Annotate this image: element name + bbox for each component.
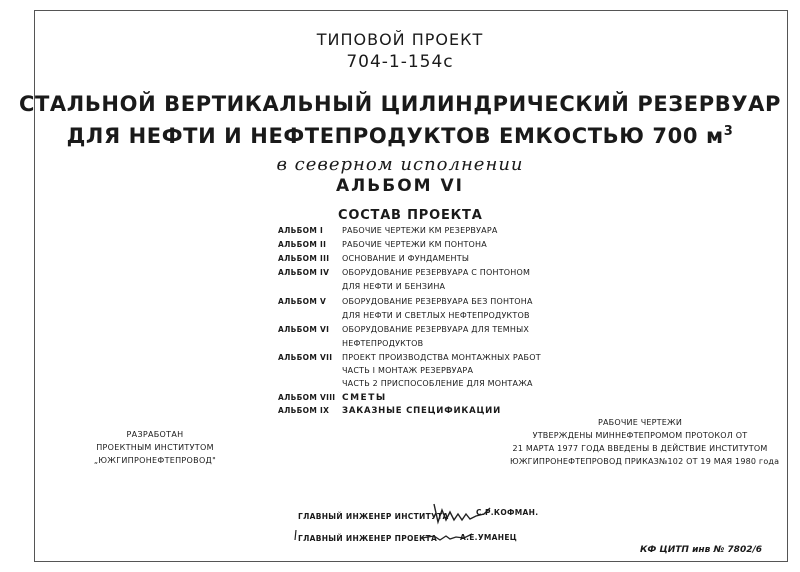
title-line-2: [0, 124, 800, 148]
album-label: АЛЬБОМ IV: [278, 268, 330, 277]
composition-row: [0, 393, 800, 407]
title-line-2-text: ДЛЯ НЕФТИ И НЕФТЕПРОДУКТОВ ЕМКОСТЬЮ 700 м: [66, 124, 724, 148]
composition-row: [0, 379, 800, 393]
album-label: АЛЬБОМ V: [278, 297, 327, 306]
composition-row: [0, 297, 800, 311]
album-label: АЛЬБОМ IX: [278, 406, 330, 415]
album-label: АЛЬБОМ VII: [278, 353, 333, 362]
composition-title: СОСТАВ ПРОЕКТА: [338, 208, 483, 223]
album-description: ЗАКАЗНЫЕ СПЕЦИФИКАЦИИ: [342, 406, 502, 416]
album-label: АЛЬБОМ VIII: [278, 393, 336, 402]
album-description: ОБОРУДОВАНИЕ РЕЗЕРВУАРА С ПОНТОНОМ: [342, 268, 531, 277]
approval-line-3: 21 МАРТА 1977 ГОДА ВВЕДЕНЫ В ДЕЙСТВИЕ ИНСТИТУТОМ: [512, 444, 768, 453]
album-label: АЛЬБОМ VI: [278, 325, 330, 334]
album-description: РАБОЧИЕ ЧЕРТЕЖИ КМ РЕЗЕРВУАРА: [342, 226, 498, 235]
album-description: НЕФТЕПРОДУКТОВ: [342, 339, 424, 348]
project-code: 704-1-154с: [346, 52, 454, 72]
chief-engineer-institute-name: С.Р.КОФМАН.: [476, 508, 539, 517]
album-description: ПРОЕКТ ПРОИЗВОДСТВА МОНТАЖНЫХ РАБОТ: [342, 353, 541, 362]
chief-engineer-institute-label: ГЛАВНЫЙ ИНЖЕНЕР ИНСТИТУТА: [298, 512, 449, 521]
composition-row: [0, 254, 800, 268]
title-line-1: СТАЛЬНОЙ ВЕРТИКАЛЬНЫЙ ЦИЛИНДРИЧЕСКИЙ РЕЗЕРВУАР: [19, 92, 781, 116]
album-label: АЛЬБОМ II: [278, 240, 327, 249]
typical-project-label: ТИПОВОЙ ПРОЕКТ: [316, 30, 484, 49]
composition-row: [0, 226, 800, 240]
approval-line-4: ЮЖГИПРОНЕФТЕПРОВОД ПРИКАЗ№102 ОТ 19 МАЯ 1980 года: [510, 457, 780, 466]
album-description: ОСНОВАНИЕ И ФУНДАМЕНТЫ: [342, 254, 470, 263]
album-description: ДЛЯ НЕФТИ И БЕНЗИНА: [342, 282, 446, 291]
album-label: АЛЬБОМ III: [278, 254, 330, 263]
composition-row: [0, 268, 800, 282]
composition-row: [0, 282, 800, 296]
title-superscript: 3: [723, 124, 734, 139]
album-description: ЧАСТЬ I МОНТАЖ РЕЗЕРВУАРА: [342, 366, 474, 375]
album-description: ОБОРУДОВАНИЕ РЕЗЕРВУАРА БЕЗ ПОНТОНА: [342, 297, 533, 306]
album-description: СМЕТЫ: [342, 393, 387, 403]
composition-row: [0, 240, 800, 254]
composition-row: [0, 311, 800, 325]
album-description: ДЛЯ НЕФТИ И СВЕТЛЫХ НЕФТЕПРОДУКТОВ: [342, 311, 530, 320]
developer-line-3: „ЮЖГИПРОНЕФТЕПРОВОД": [93, 456, 217, 465]
approval-line-2: УТВЕРЖДЕНЫ МИННЕФТЕПРОМОМ ПРОТОКОЛ ОТ: [532, 431, 748, 440]
album-description: РАБОЧИЕ ЧЕРТЕЖИ КМ ПОНТОНА: [342, 240, 487, 249]
composition-row: [0, 325, 800, 339]
album-label: АЛЬБОМ I: [278, 226, 324, 235]
chief-engineer-project-name: А.Е.УМАНЕЦ: [460, 533, 518, 542]
approval-line-1: РАБОЧИЕ ЧЕРТЕЖИ: [597, 418, 683, 427]
album-number: АЛЬБОМ VI: [336, 176, 464, 196]
tick-mark: [292, 528, 300, 544]
album-description: ОБОРУДОВАНИЕ РЕЗЕРВУАРА ДЛЯ ТЕМНЫХ: [342, 325, 530, 334]
developer-line-2: ПРОЕКТНЫМ ИНСТИТУТОМ: [96, 443, 214, 452]
chief-engineer-project-label: ГЛАВНЫЙ ИНЖЕНЕР ПРОЕКТА: [298, 534, 438, 543]
archive-stamp: КФ ЦИТП инв № 7802/6: [640, 545, 763, 555]
composition-row: [0, 366, 800, 380]
developer-line-1: РАЗРАБОТАН: [126, 430, 184, 439]
album-description: ЧАСТЬ 2 ПРИСПОСОБЛЕНИЕ ДЛЯ МОНТАЖА: [342, 379, 533, 388]
subtitle: в северном исполнении: [276, 154, 524, 175]
composition-row: [0, 339, 800, 353]
composition-row: [0, 353, 800, 367]
